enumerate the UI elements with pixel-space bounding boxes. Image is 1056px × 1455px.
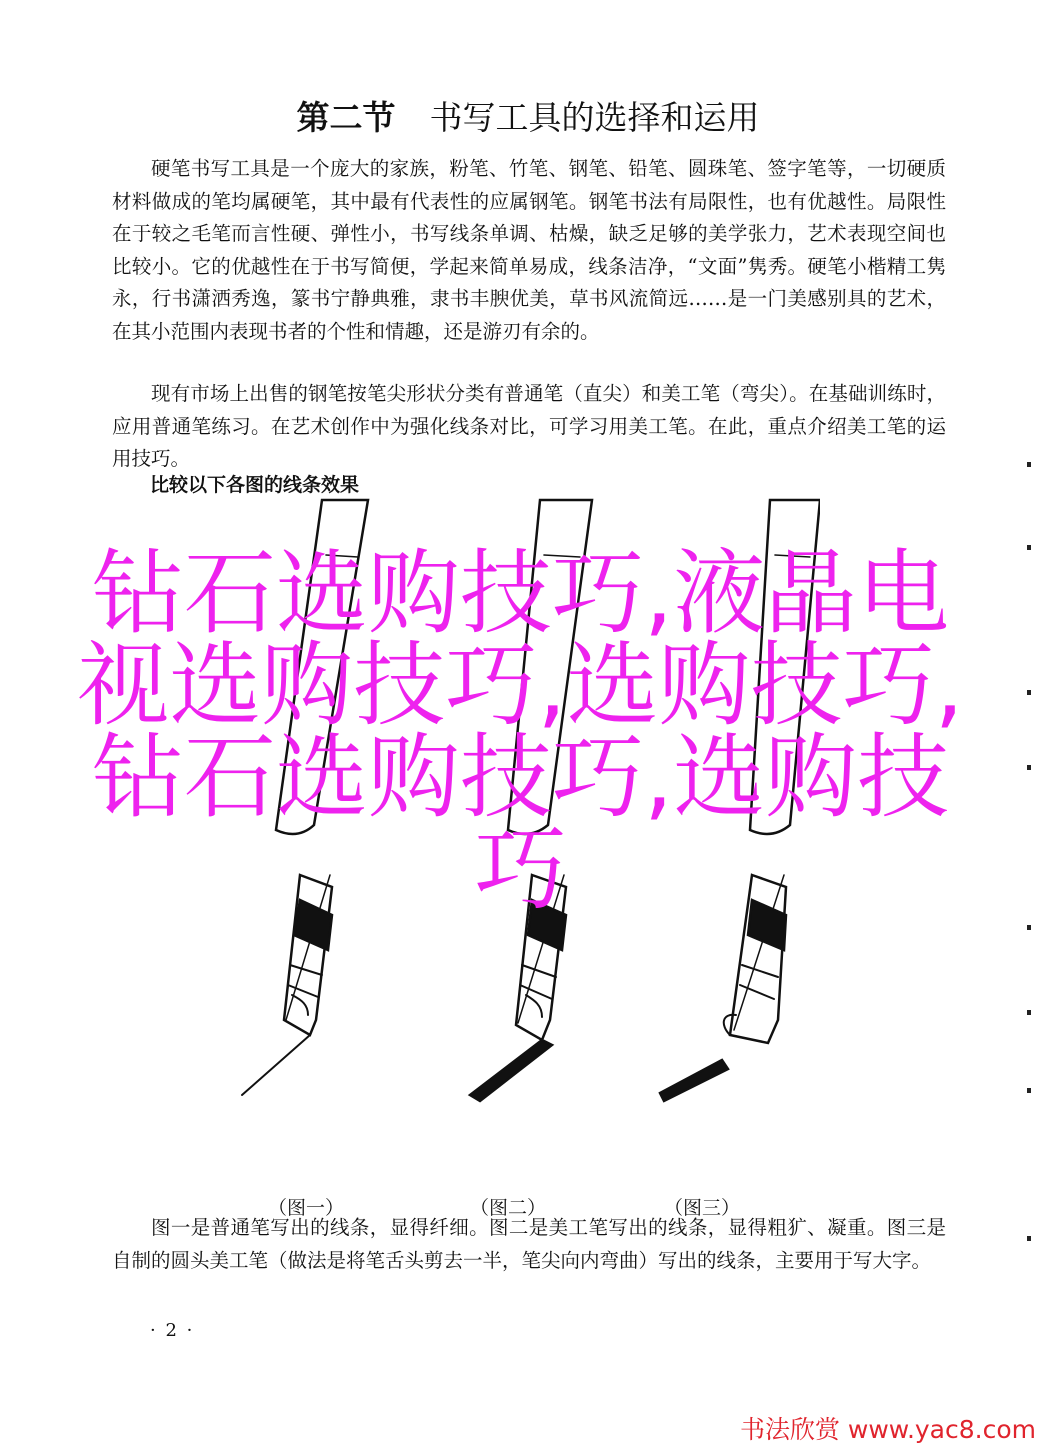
figure-heading: 比较以下各图的线条效果 [150,474,360,496]
section-number: 第二节 [296,98,396,137]
page-number: · 2 · [150,1320,195,1341]
figure-two-caption: （图二） [470,1197,547,1219]
section-heading: 书写工具的选择和运用 [429,98,760,137]
binding-mark [1027,1236,1031,1241]
figure-three-caption: （图三） [664,1197,741,1219]
paragraph-pen-types: 现有市场上出售的钢笔按笔尖形状分类有普通笔（直尖）和美工笔（弯尖）。在基础训练时，应用普通笔练习。在艺术创作中为强化线条对比，可学习用美工笔。在此，重点介绍美工笔的运用技巧。 [112,382,946,470]
overlay-keyword-text: 钻石选购技巧,液晶电视选购技巧,选购技巧,钻石选购技巧,选购技巧 [77,540,964,923]
paragraph-intro: 硬笔书写工具是一个庞大的家族，粉笔、竹笔、钢笔、铅笔、圆珠笔、签字笔等，一切硬质材料做成的笔均属硬笔，其中最有代表性的应属钢笔。钢笔书法有局限性，也有优越性。局限性在于较之毛笔而言性硬、弹性小，书写线条单调、枯燥，缺乏足够的美学张力，艺术表现空间也比较小。它的优越性在于书写简便，学起来简单易成，线条洁净，“文面”隽秀。硬笔小楷精工隽永，行书潇洒秀逸，篆书宁静典雅，隶书丰腴优美，草书风流简远……是一门美感别具的艺术，在其小范围内表现书者的个性和情趣，还是游刃有余的。 [112,157,946,343]
binding-mark [1027,925,1031,930]
binding-mark [1027,765,1031,770]
binding-mark [1027,690,1031,695]
binding-mark [1027,545,1031,550]
section-title [0,92,1056,139]
paragraph-figure-explanation: 图一是普通笔写出的线条，显得纤细。图二是美工笔写出的线条，显得粗犷、凝重。图三是自制的圆头美工笔（做法是将笔舌头剪去一半，笔尖向内弯曲）写出的线条，主要用于写大字。 [112,1216,946,1272]
binding-mark [1027,462,1031,467]
binding-mark [1027,1088,1031,1093]
figure-one-caption: （图一） [268,1197,345,1219]
source-watermark[interactable]: 书法欣赏 www.yac8.com [739,1415,1036,1444]
binding-mark [1027,1010,1031,1015]
